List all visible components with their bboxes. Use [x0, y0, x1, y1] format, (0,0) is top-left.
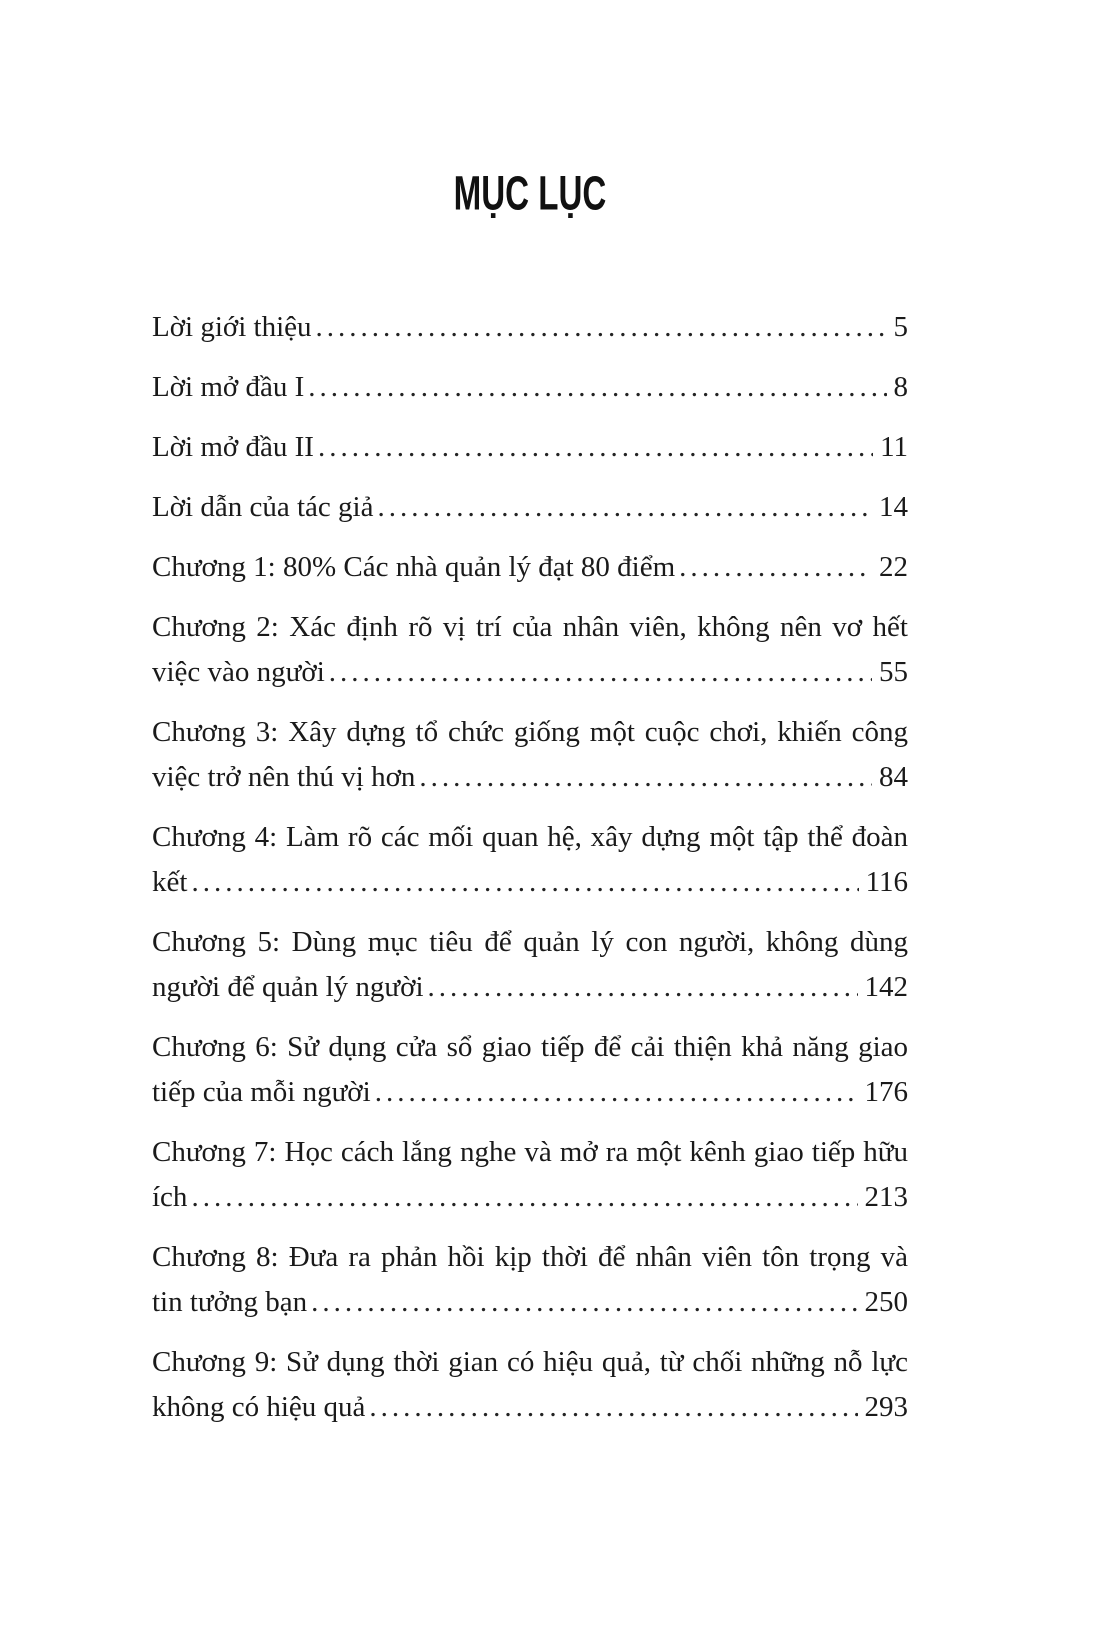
toc-entry	[152, 425, 908, 470]
page-number: 14	[872, 485, 908, 530]
toc-entry-label: Chương 2: Xác định rõ vị trí của nhân viên, không nên vơ hết việc vào người	[152, 610, 908, 688]
toc-entry-label: Chương 3: Xây dựng tổ chức giống một cuộc chơi, khiến công việc trở nên thú vị hơn	[152, 715, 908, 793]
toc-entry	[152, 485, 908, 530]
toc-entry-label: Chương 4: Làm rõ các mối quan hệ, xây dựng một tập thể đoàn kết	[152, 820, 908, 898]
toc-entry-label: Chương 8: Đưa ra phản hồi kịp thời để nhân viên tôn trọng và tin tưởng bạn	[152, 1240, 908, 1318]
toc-entry-label: Chương 7: Học cách lắng nghe và mở ra một kênh giao tiếp hữu ích	[152, 1135, 908, 1213]
page-number: 116	[859, 860, 908, 905]
toc-entry-label: Chương 9: Sử dụng thời gian có hiệu quả, từ chối những nỗ lực không có hiệu quả	[152, 1345, 908, 1423]
toc-entry	[152, 1025, 908, 1115]
toc-entry	[152, 710, 908, 800]
page-title: MỤC LỤC	[453, 165, 607, 221]
toc-entry	[152, 815, 908, 905]
page-number: 55	[872, 650, 908, 695]
table-of-contents	[152, 305, 908, 1430]
page-number: 293	[858, 1385, 909, 1430]
toc-entry	[152, 545, 908, 590]
toc-entry-label: Chương 1: 80% Các nhà quản lý đạt 80 điểm	[152, 550, 676, 583]
toc-entry	[152, 1340, 908, 1430]
toc-entry-label: Lời mở đầu II	[152, 430, 314, 463]
toc-entry	[152, 920, 908, 1010]
toc-entry	[152, 1235, 908, 1325]
page-number: 8	[887, 365, 909, 410]
toc-entry-label: Chương 6: Sử dụng cửa sổ giao tiếp để cải thiện khả năng giao tiếp của mỗi người	[152, 1030, 908, 1108]
page-number: 142	[858, 965, 909, 1010]
page-number: 213	[858, 1175, 909, 1220]
toc-entry	[152, 305, 908, 350]
page-number: 5	[887, 305, 909, 350]
page-number: 250	[858, 1280, 909, 1325]
toc-entry-label: Lời giới thiệu	[152, 310, 312, 343]
page-number: 176	[858, 1070, 909, 1115]
page-number: 84	[872, 755, 908, 800]
toc-entry-label: Chương 5: Dùng mục tiêu để quản lý con người, không dùng người để quản lý người	[152, 925, 908, 1003]
toc-entry	[152, 365, 908, 410]
toc-entry	[152, 1130, 908, 1220]
toc-entry-label: Lời mở đầu I	[152, 370, 305, 403]
page-number: 22	[872, 545, 908, 590]
toc-entry	[152, 605, 908, 695]
toc-entry-label: Lời dẫn của tác giả	[152, 490, 374, 523]
page-number: 11	[873, 425, 908, 470]
